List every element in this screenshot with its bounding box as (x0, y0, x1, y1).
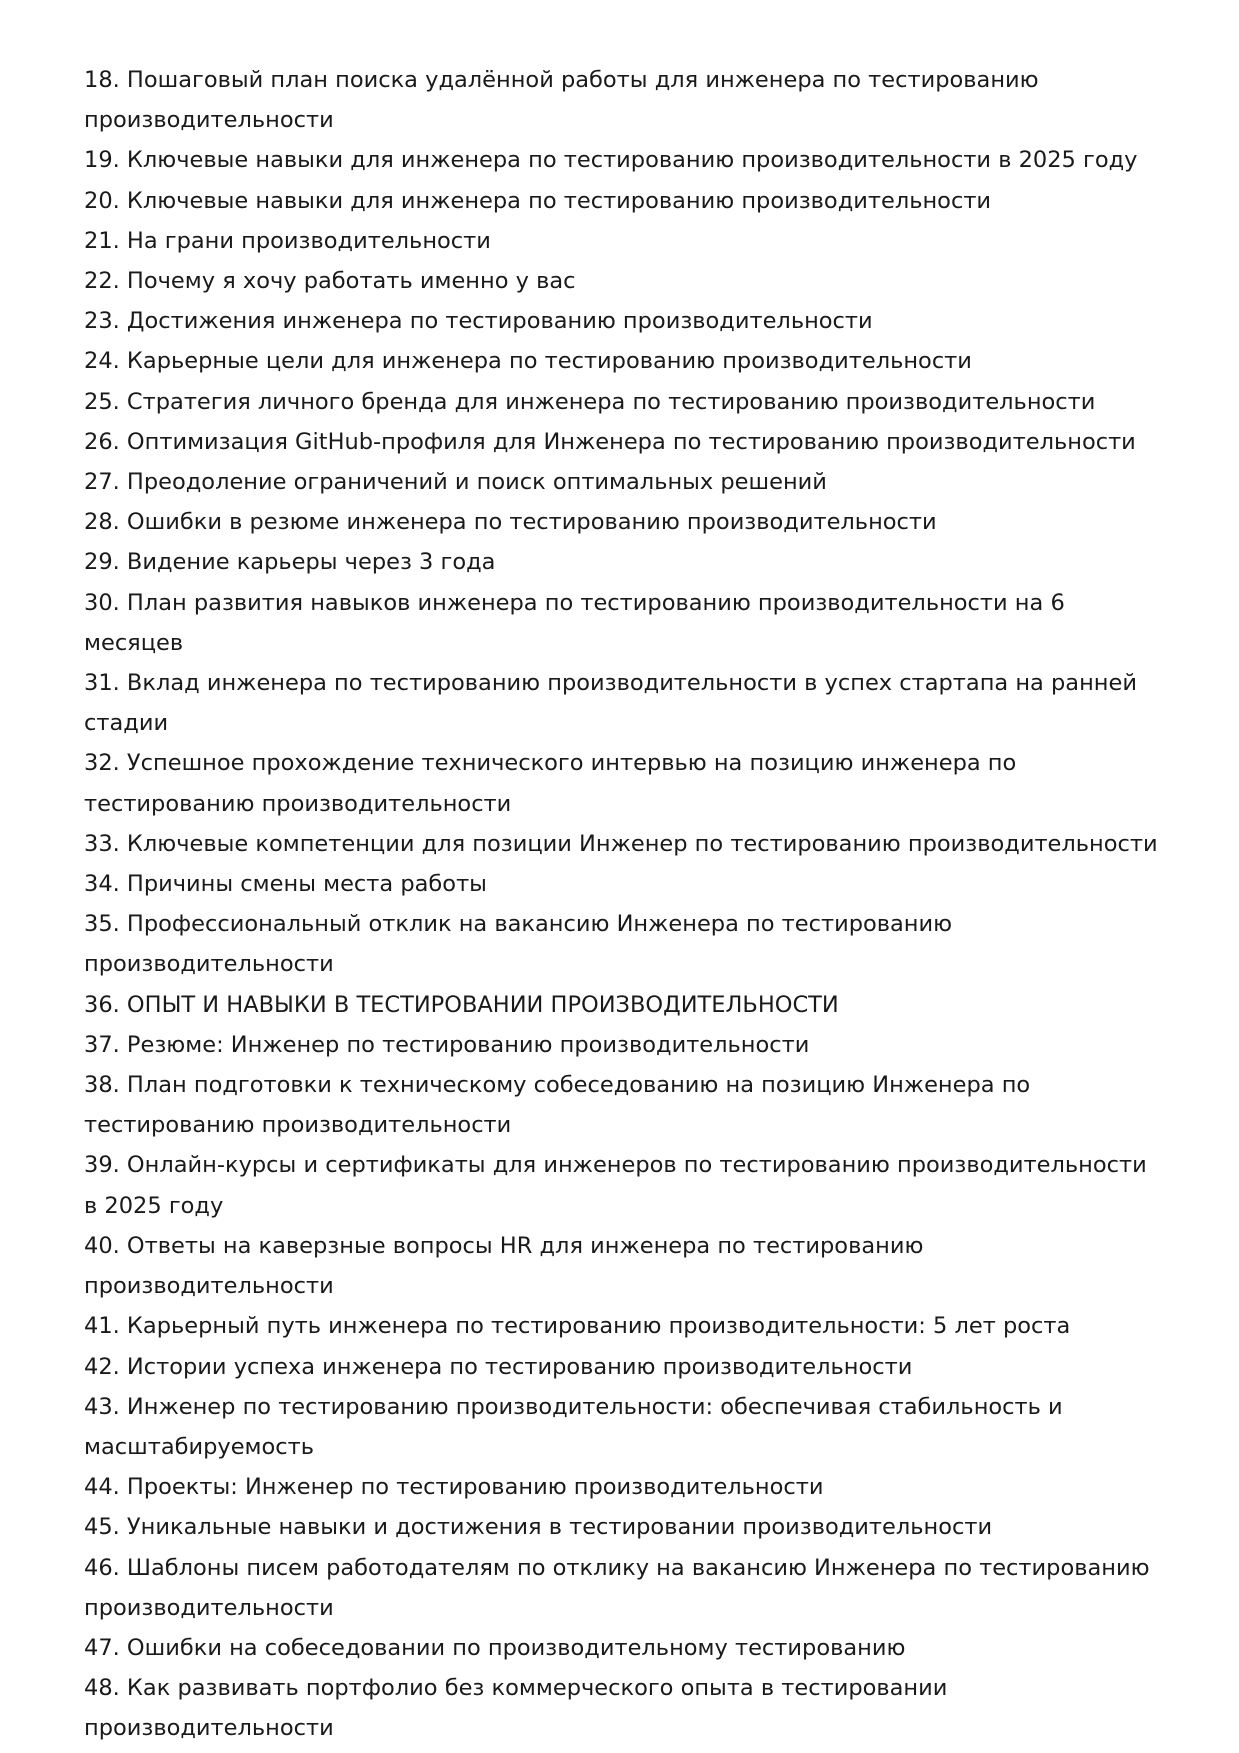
toc-item-32[interactable]: 32. Успешное прохождение технического интервью на позицию инженера по тестированию производительности (84, 750, 1017, 817)
toc-item-29[interactable]: 29. Видение карьеры через 3 года (84, 549, 496, 576)
toc-item-36[interactable]: 36. ОПЫТ И НАВЫКИ В ТЕСТИРОВАНИИ ПРОИЗВОДИТЕЛЬНОСТИ (84, 991, 839, 1018)
toc-item-20[interactable]: 20. Ключевые навыки для инженера по тестированию производительности (84, 187, 992, 214)
toc-item-33[interactable]: 33. Ключевые компетенции для позиции Инженер по тестированию производительности (84, 830, 1158, 857)
toc-item-37[interactable]: 37. Резюме: Инженер по тестированию производительности (84, 1031, 810, 1058)
toc-item-41[interactable]: 41. Карьерный путь инженера по тестированию производительности: 5 лет роста (84, 1313, 1071, 1340)
toc-item-40[interactable]: 40. Ответы на каверзные вопросы HR для инженера по тестированию производительности (84, 1232, 924, 1300)
toc-item-27[interactable]: 27. Преодоление ограничений и поиск оптимальных решений (84, 469, 827, 496)
toc-item-30[interactable]: 30. План развития навыков инженера по тестированию производительности на 6 месяцев (84, 589, 1065, 656)
toc-item-25[interactable]: 25. Стратегия личного бренда для инженера по тестированию производительности (84, 388, 1096, 415)
toc-item-42[interactable]: 42. Истории успеха инженера по тестированию производительности (84, 1353, 913, 1380)
toc-item-23[interactable]: 23. Достижения инженера по тестированию производительности (84, 308, 873, 335)
toc-item-45[interactable]: 45. Уникальные навыки и достижения в тестировании производительности (84, 1514, 993, 1541)
toc-item-34[interactable]: 34. Причины смены места работы (84, 871, 487, 898)
toc-item-43[interactable]: 43. Инженер по тестированию производительности: обеспечивая стабильность и масштабируемость (84, 1393, 1063, 1460)
toc-item-22[interactable]: 22. Почему я хочу работать именно у вас (84, 268, 576, 295)
toc-item-48[interactable]: 48. Как развивать портфолио без коммерческого опыта в тестировании производительности (84, 1675, 948, 1742)
toc-item-28[interactable]: 28. Ошибки в резюме инженера по тестированию производительности (84, 509, 937, 536)
toc-item-39[interactable]: 39. Онлайн-курсы и сертификаты для инженеров по тестированию производительности в 2025 году (84, 1152, 1147, 1219)
table-of-contents (84, 60, 1164, 1749)
toc-item-21[interactable]: 21. На грани производительности (84, 227, 491, 254)
toc-item-24[interactable]: 24. Карьерные цели для инженера по тестированию производительности (84, 348, 972, 375)
toc-item-18[interactable]: 18. Пошаговый план поиска удалённой работы для инженера по тестированию производительности (84, 67, 1039, 134)
toc-item-26[interactable]: 26. Оптимизация GitHub-профиля для Инженера по тестированию производительности (84, 428, 1136, 455)
toc-item-31[interactable]: 31. Вклад инженера по тестированию производительности в успех стартапа на ранней стадии (84, 670, 1137, 737)
toc-item-35[interactable]: 35. Профессиональный отклик на вакансию Инженера по тестированию производительности (84, 911, 953, 978)
toc-item-47[interactable]: 47. Ошибки на собеседовании по производительному тестированию (84, 1634, 906, 1661)
toc-item-44[interactable]: 44. Проекты: Инженер по тестированию производительности (84, 1474, 824, 1501)
toc-item-38[interactable]: 38. План подготовки к техническому собеседованию на позицию Инженера по тестированию производительности (84, 1072, 1031, 1139)
toc-item-46[interactable]: 46. Шаблоны писем работодателям по отклику на вакансию Инженера по тестированию производительности (84, 1554, 1150, 1621)
toc-item-19[interactable]: 19. Ключевые навыки для инженера по тестированию производительности в 2025 году (84, 147, 1138, 174)
